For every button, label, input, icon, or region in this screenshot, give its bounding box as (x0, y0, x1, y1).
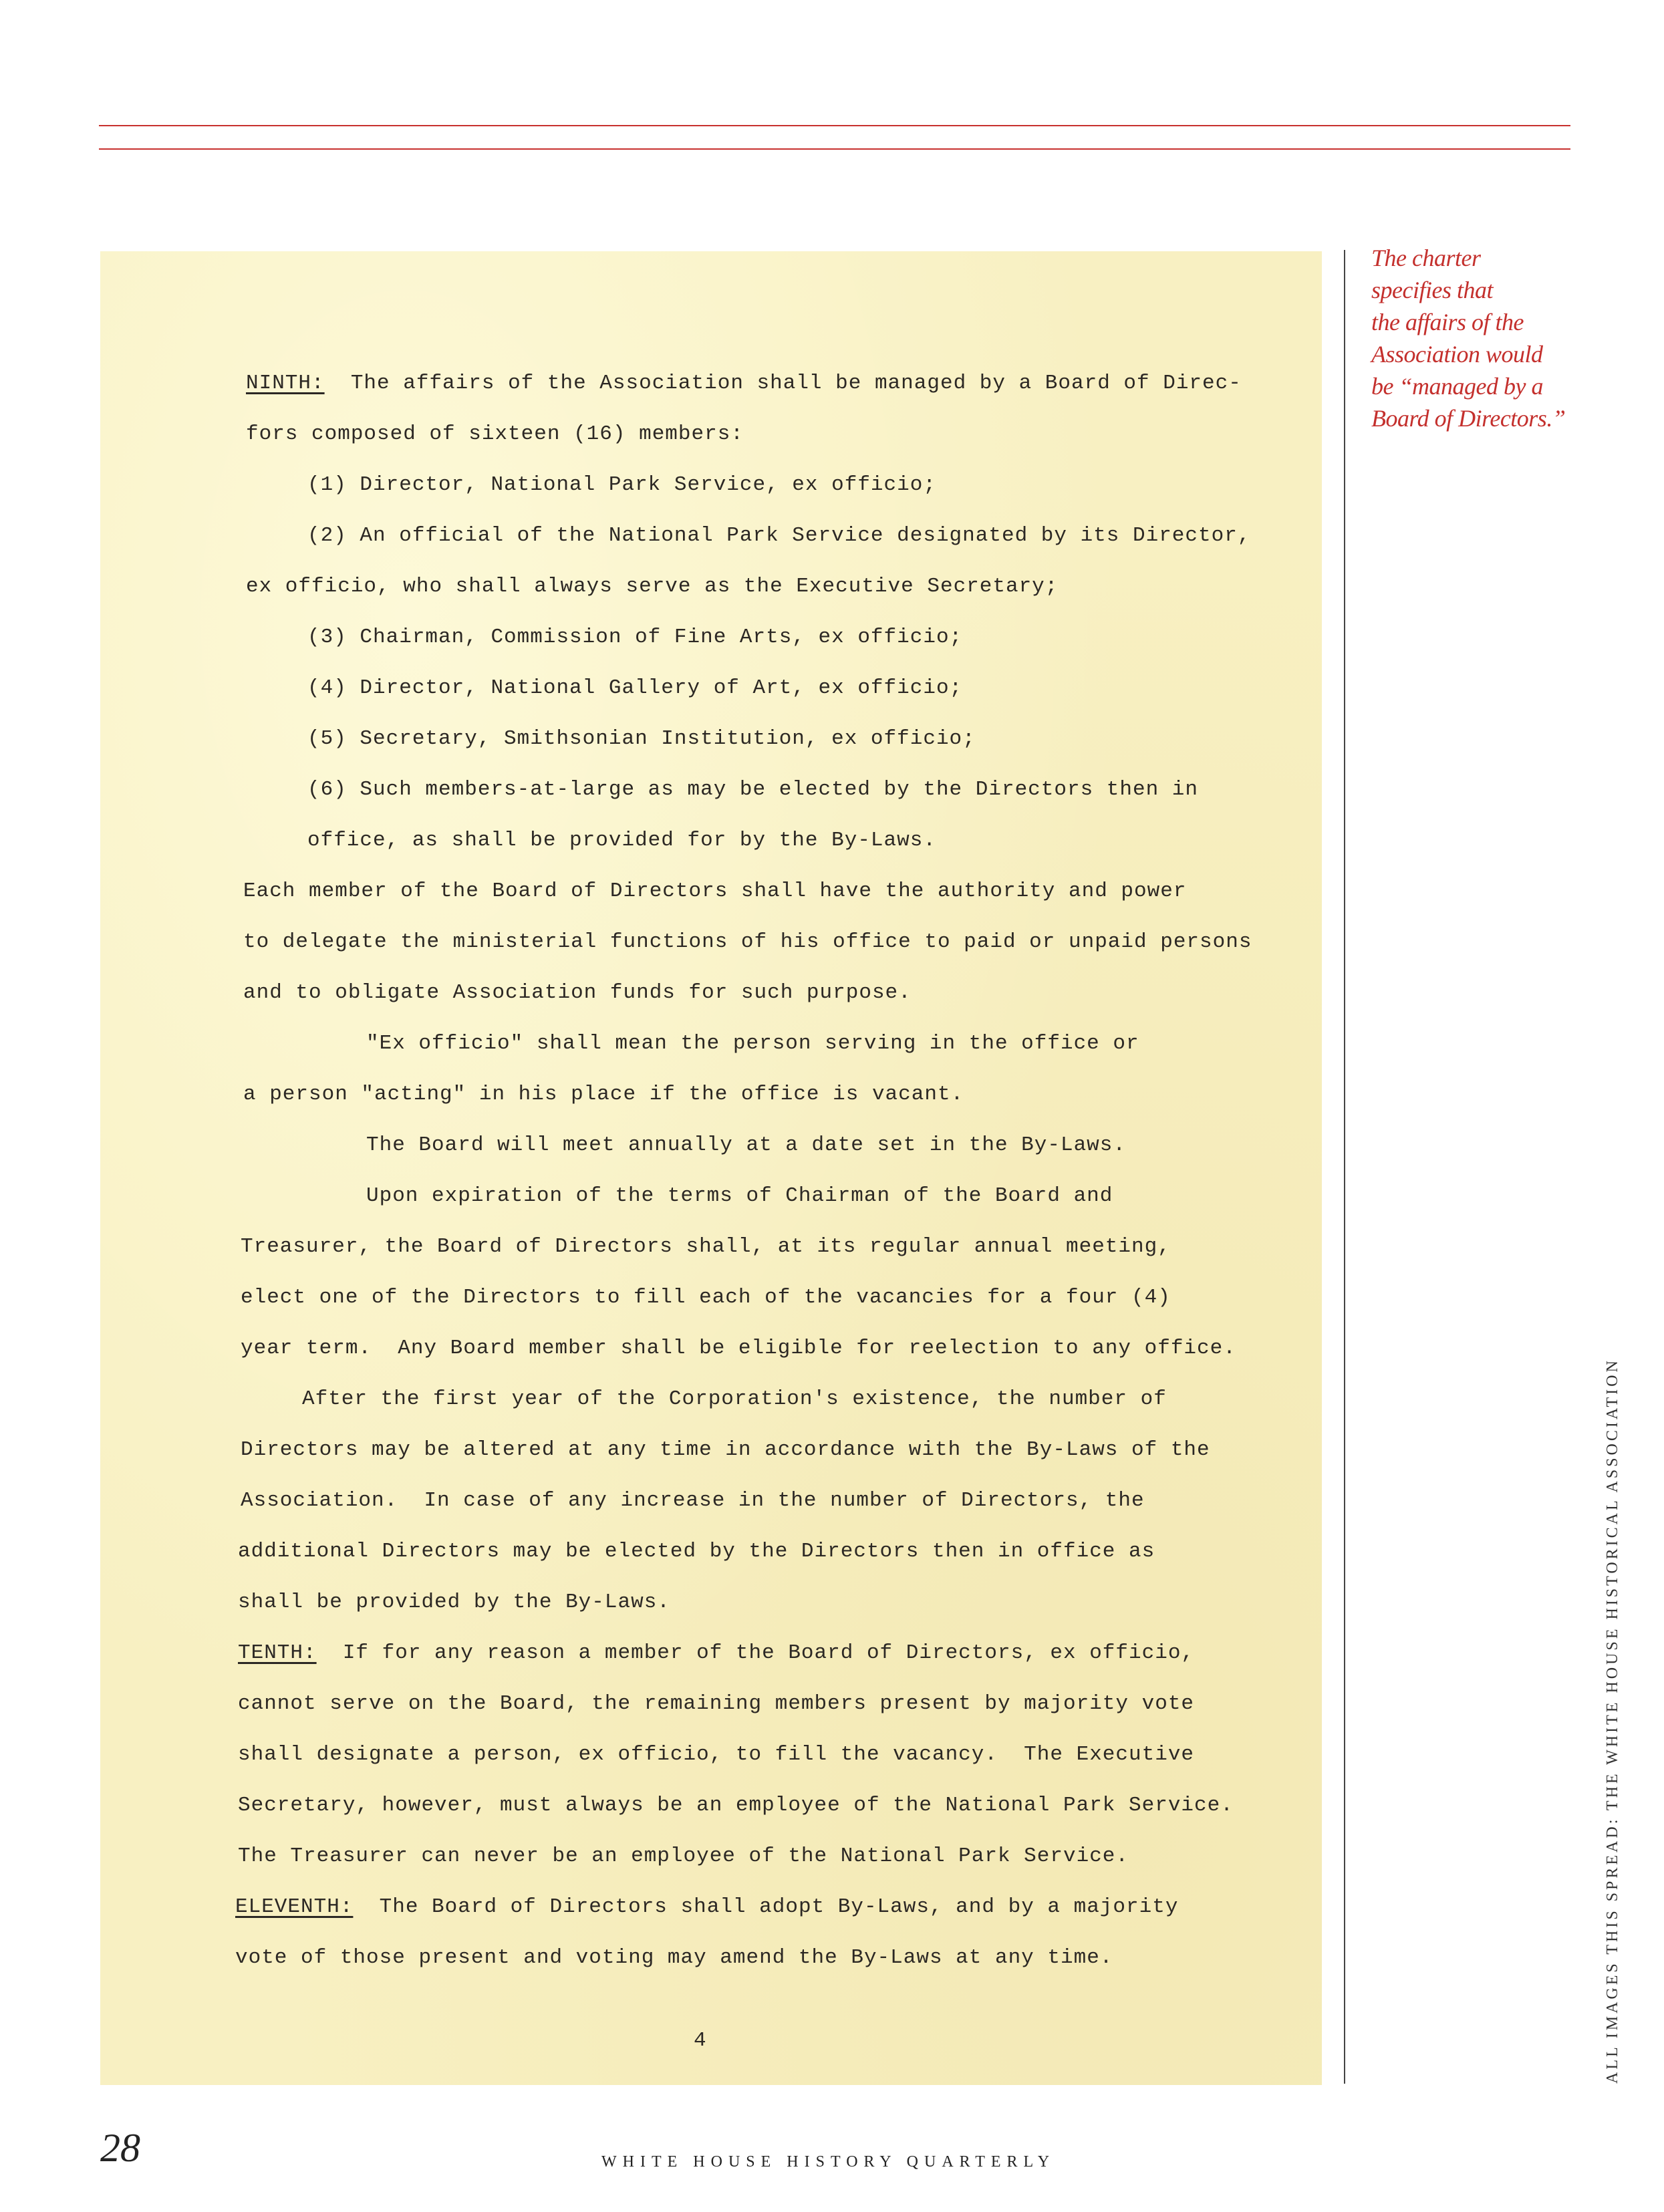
doc-line: a person "acting" in his place if the office is vacant. (243, 1083, 964, 1106)
doc-line: (3) Chairman, Commission of Fine Arts, ex officio; (307, 626, 963, 649)
section-label: ELEVENTH: (235, 1895, 354, 1919)
doc-line: TENTH: If for any reason a member of the Board of Directors, ex officio, (238, 1641, 1195, 1665)
doc-line: (5) Secretary, Smithsonian Institution, ex officio; (307, 727, 976, 750)
caption-line: specifies that (1371, 277, 1493, 303)
doc-line: cannot serve on the Board, the remaining members present by majority vote (238, 1692, 1195, 1715)
doc-line: After the first year of the Corporation's existence, the number of (302, 1387, 1167, 1411)
doc-line: NINTH: The affairs of the Association shall be managed by a Board of Direc- (246, 372, 1242, 395)
doc-line: Association. In case of any increase in the number of Directors, the (241, 1489, 1145, 1512)
header-rule-bottom (99, 148, 1570, 150)
caption-line: Board of Directors.” (1371, 405, 1566, 432)
doc-line: ELEVENTH: The Board of Directors shall adopt By-Laws, and by a majority (235, 1895, 1179, 1919)
doc-line: year term. Any Board member shall be eligible for reelection to any office. (241, 1337, 1236, 1360)
doc-line: Directors may be altered at any time in accordance with the By-Laws of the (241, 1438, 1210, 1462)
doc-line: office, as shall be provided for by the By-Laws. (307, 829, 936, 852)
caption-line: The charter (1371, 245, 1481, 271)
doc-line: The Treasurer can never be an employee of the National Park Service. (238, 1844, 1129, 1868)
caption-divider (1344, 250, 1345, 2084)
doc-line: additional Directors may be elected by the Directors then in office as (238, 1540, 1155, 1563)
doc-line: (2) An official of the National Park Service designated by its Director, (307, 524, 1251, 547)
doc-line: fors composed of sixteen (16) members: (246, 422, 744, 446)
caption-line: the affairs of the (1371, 309, 1524, 335)
doc-line: ex officio, who shall always serve as the Executive Secretary; (246, 575, 1059, 598)
sidebar-caption (1371, 242, 1565, 434)
scanned-charter-page (100, 251, 1322, 2085)
doc-line: "Ex officio" shall mean the person serving in the office or (366, 1032, 1139, 1055)
doc-line: Secretary, however, must always be an employee of the National Park Service. (238, 1794, 1234, 1817)
doc-page-number: 4 (694, 2029, 707, 2052)
doc-line: elect one of the Directors to fill each of the vacancies for a four (4) (241, 1286, 1171, 1309)
doc-line: to delegate the ministerial functions of his office to paid or unpaid persons (243, 930, 1252, 954)
doc-line: shall be provided by the By-Laws. (238, 1591, 670, 1614)
doc-line: shall designate a person, ex officio, to fill the vacancy. The Executive (238, 1743, 1195, 1766)
section-label: NINTH: (246, 372, 325, 395)
doc-line: Each member of the Board of Directors shall have the authority and power (243, 879, 1187, 903)
doc-line: (6) Such members-at-large as may be elected by the Directors then in (307, 778, 1199, 801)
doc-line: (4) Director, National Gallery of Art, ex officio; (307, 676, 963, 700)
image-credit: ALL IMAGES THIS SPREAD: THE WHITE HOUSE HISTORICAL ASSOCIATION (1604, 1358, 1621, 2084)
caption-line: Association would (1371, 341, 1543, 368)
typed-text-block (100, 251, 1322, 2085)
page-number: 28 (100, 2126, 140, 2170)
doc-line: and to obligate Association funds for such purpose. (243, 981, 912, 1004)
caption-line: be “managed by a (1371, 373, 1543, 400)
doc-line: vote of those present and voting may amend the By-Laws at any time. (235, 1946, 1113, 1969)
doc-line: (1) Director, National Park Service, ex officio; (307, 473, 936, 497)
doc-line: Upon expiration of the terms of Chairman of the Board and (366, 1184, 1113, 1208)
doc-line: The Board will meet annually at a date set in the By-Laws. (366, 1133, 1126, 1157)
doc-line: Treasurer, the Board of Directors shall, at its regular annual meeting, (241, 1235, 1171, 1258)
header-rule-top (99, 125, 1570, 126)
publication-title: WHITE HOUSE HISTORY QUARTERLY (601, 2153, 1056, 2171)
section-label: TENTH: (238, 1641, 317, 1665)
